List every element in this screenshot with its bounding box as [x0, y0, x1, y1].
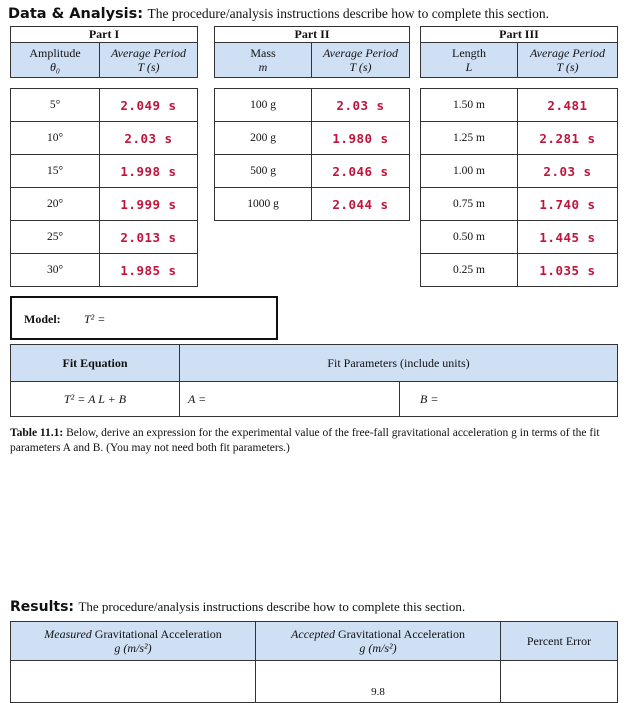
table-row [421, 221, 618, 254]
percent-error-cell[interactable] [501, 661, 618, 703]
model-equation: T² = [84, 312, 106, 326]
period-label: Average Period [323, 46, 398, 60]
amplitude-cell[interactable]: 10° [11, 122, 100, 155]
table-row [421, 122, 618, 155]
table-row [11, 89, 198, 122]
amplitude-cell[interactable]: 30° [11, 254, 100, 287]
measured-italic: Measured [44, 627, 92, 641]
length-label: Length [452, 46, 486, 60]
table-row [421, 89, 618, 122]
length-cell[interactable]: 0.50 m [421, 221, 518, 254]
table-caption [10, 426, 620, 456]
period-header [518, 43, 618, 78]
period-cell[interactable]: 2.046 s [312, 155, 410, 188]
amplitude-cell[interactable]: 20° [11, 188, 100, 221]
measured-value-cell[interactable] [11, 661, 256, 703]
fit-parameters-header: Fit Parameters (include units) [180, 345, 618, 382]
period-cell[interactable]: 1.740 s [518, 188, 618, 221]
length-symbol: L [465, 60, 473, 74]
amplitude-cell[interactable]: 15° [11, 155, 100, 188]
part1-table [10, 26, 198, 287]
model-box[interactable] [10, 296, 278, 340]
amplitude-header [11, 43, 100, 78]
table-row [11, 188, 198, 221]
accepted-units: g (m/s²) [359, 641, 397, 655]
fit-table [10, 344, 618, 417]
results-table [10, 621, 618, 703]
period-cell[interactable]: 1.985 s [100, 254, 198, 287]
accepted-value-cell: 9.8 [256, 661, 501, 703]
percent-error-header: Percent Error [501, 622, 618, 661]
period-cell[interactable]: 2.281 s [518, 122, 618, 155]
mass-cell[interactable]: 1000 g [215, 188, 312, 221]
results-text: The procedure/analysis instructions describe how to complete this section. [78, 599, 466, 614]
length-cell[interactable]: 0.75 m [421, 188, 518, 221]
table-row [421, 254, 618, 287]
mass-cell[interactable]: 500 g [215, 155, 312, 188]
table-row [11, 122, 198, 155]
length-cell[interactable]: 1.50 m [421, 89, 518, 122]
table-row [421, 155, 618, 188]
accepted-header [256, 622, 501, 661]
period-cell[interactable]: 2.013 s [100, 221, 198, 254]
period-cell[interactable]: 1.998 s [100, 155, 198, 188]
period-cell[interactable]: 2.03 s [518, 155, 618, 188]
heading-text: The procedure/analysis instructions describe how to complete this section. [147, 6, 550, 21]
table-row [421, 188, 618, 221]
length-cell[interactable]: 1.00 m [421, 155, 518, 188]
period-cell[interactable]: 2.044 s [312, 188, 410, 221]
period-symbol: T (s) [556, 60, 579, 74]
period-cell[interactable]: 2.03 s [100, 122, 198, 155]
length-cell[interactable]: 1.25 m [421, 122, 518, 155]
part1-title: Part I [11, 27, 198, 43]
fit-equation-header: Fit Equation [11, 345, 180, 382]
mass-header [215, 43, 312, 78]
model-label: Model: [24, 312, 61, 326]
caption-text: Below, derive an expression for the experimental value of the free-fall gravitational acceleration g in terms of the fit parameters A and B. (You may not need both fit parameters.) [10, 427, 600, 454]
table-row [215, 89, 410, 122]
period-cell[interactable]: 1.999 s [100, 188, 198, 221]
heading-bold: Data & Analysis: [8, 6, 144, 22]
period-header [100, 43, 198, 78]
section-heading [8, 6, 549, 22]
param-b-cell[interactable]: B = [400, 382, 618, 417]
length-header [421, 43, 518, 78]
amplitude-cell[interactable]: 5° [11, 89, 100, 122]
measured-header [11, 622, 256, 661]
period-symbol: T (s) [349, 60, 372, 74]
period-cell[interactable]: 2.03 s [312, 89, 410, 122]
mass-label: Mass [250, 46, 276, 60]
amplitude-cell[interactable]: 25° [11, 221, 100, 254]
fit-equation: T² = A L + B [11, 382, 180, 417]
table-row [215, 122, 410, 155]
results-heading [10, 599, 465, 615]
part3-title: Part III [421, 27, 618, 43]
measured-label: Gravitational Acceleration [94, 627, 222, 641]
accepted-italic: Accepted [291, 627, 335, 641]
period-label: Average Period [530, 46, 605, 60]
amplitude-symbol: θ₀ [49, 60, 61, 74]
period-cell[interactable]: 1.980 s [312, 122, 410, 155]
results-bold: Results: [10, 599, 74, 615]
part2-title: Part II [215, 27, 410, 43]
period-header [312, 43, 410, 78]
period-cell[interactable]: 1.445 s [518, 221, 618, 254]
accepted-label: Gravitational Acceleration [338, 627, 465, 641]
caption-label: Table 11.1: [10, 427, 64, 439]
param-a-cell[interactable]: A = [180, 382, 400, 417]
period-cell[interactable]: 1.035 s [518, 254, 618, 287]
part2-table [214, 26, 410, 221]
table-row [215, 155, 410, 188]
table-row [11, 155, 198, 188]
period-cell[interactable]: 2.481 [518, 89, 618, 122]
amplitude-label: Amplitude [29, 46, 81, 60]
table-row [11, 221, 198, 254]
length-cell[interactable]: 0.25 m [421, 254, 518, 287]
mass-symbol: m [258, 60, 268, 74]
table-row [215, 188, 410, 221]
period-cell[interactable]: 2.049 s [100, 89, 198, 122]
mass-cell[interactable]: 100 g [215, 89, 312, 122]
table-row [11, 254, 198, 287]
period-symbol: T (s) [137, 60, 160, 74]
measured-units: g (m/s²) [114, 641, 152, 655]
mass-cell[interactable]: 200 g [215, 122, 312, 155]
part3-table [420, 26, 618, 287]
period-label: Average Period [111, 46, 186, 60]
